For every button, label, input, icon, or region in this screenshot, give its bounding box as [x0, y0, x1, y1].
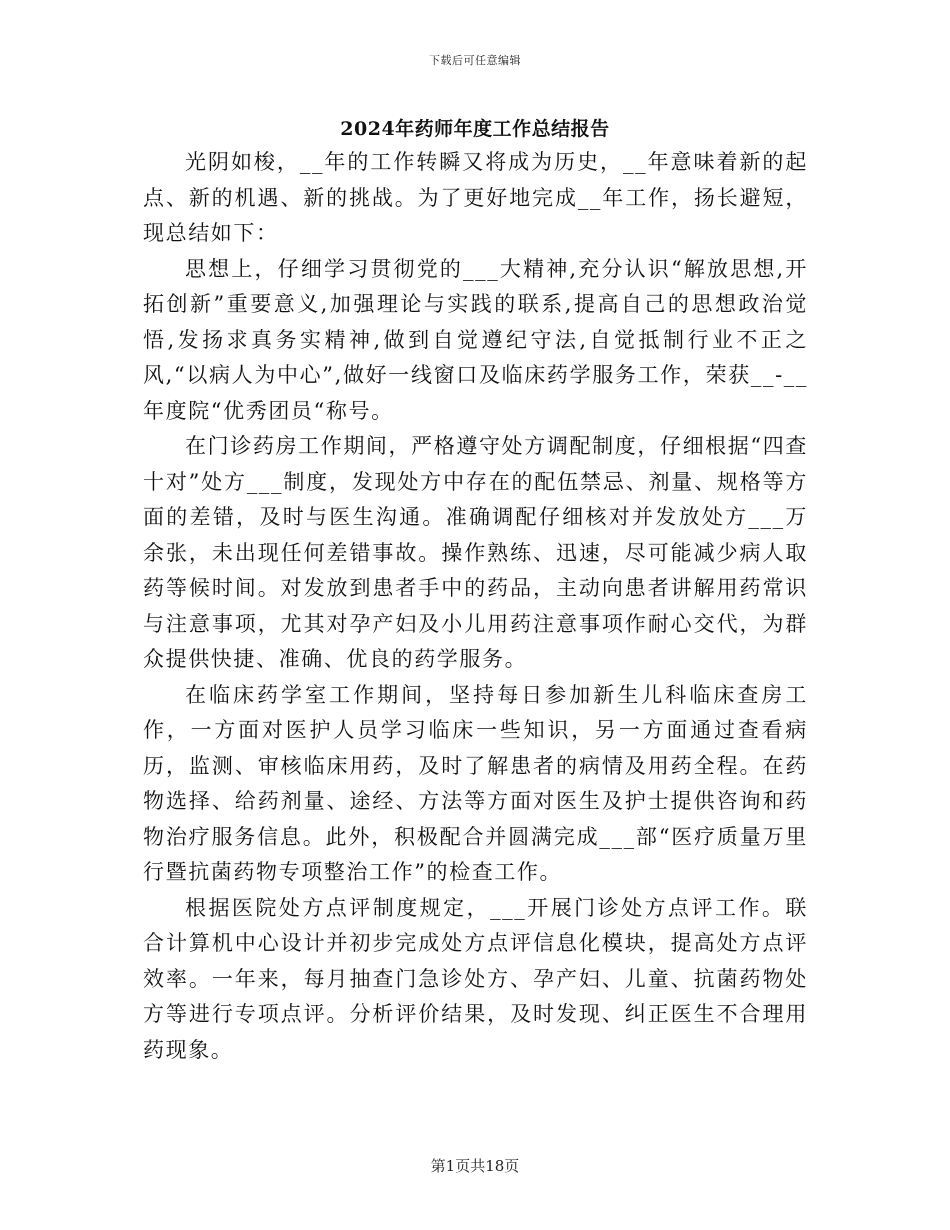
page-indicator: 第1页共18页: [430, 1157, 520, 1175]
document-title: 2024年药师年度工作总结报告: [340, 118, 610, 140]
paragraph-intro: 光阴如梭，__年的工作转瞬又将成为历史，__年意味着新的起点、新的机遇、新的挑战。为了更好地完成__年工作，扬长避短，现总结如下：: [143, 150, 808, 245]
paragraph-ideology: 思想上，仔细学习贯彻党的___大精神,充分认识“解放思想,开拓创新”重要意义,加强理论与实践的联系,提高自己的思想政治觉悟,发扬求真务实精神,做到自觉遵纪守法,自觉抵制行业不正之风,“以病人为中心”,做好一线窗口及临床药学服务工作，荣获__-__年度院“优秀团员“称号。: [143, 256, 808, 423]
paragraph-clinical-pharmacy: 在临床药学室工作期间，坚持每日参加新生儿科临床查房工作，一方面对医护人员学习临床一些知识，另一方面通过查看病历，监测、审核临床用药，及时了解患者的病情及用药全程。在药物选择、给药剂量、途经、方法等方面对医生及护士提供咨询和药物治疗服务信息。此外，积极配合并圆满完成___部“医疗质量万里行暨抗菌药物专项整治工作”的检查工作。: [143, 682, 808, 884]
paragraph-outpatient-pharmacy: 在门诊药房工作期间，严格遵守处方调配制度，仔细根据“四查十对”处方___制度，发现处方中存在的配伍禁忌、剂量、规格等方面的差错，及时与医生沟通。准确调配仔细核对并发放处方___万余张，未出现任何差错事故。操作熟练、迅速，尽可能减少病人取药等候时间。对发放到患者手中的药品，主动向患者讲解用药常识与注意事项，尤其对孕产妇及小儿用药注意事项作耐心交代，为群众提供快捷、准确、优良的药学服务。: [143, 434, 808, 671]
document-body: [143, 145, 808, 1068]
paragraph-prescription-review: 根据医院处方点评制度规定，___开展门诊处方点评工作。联合计算机中心设计并初步完成处方点评信息化模块，提高处方点评效率。一年来，每月抽查门急诊处方、孕产妇、儿童、抗菌药物处方等进行专项点评。分析评价结果，及时发现、纠正医生不合理用药现象。: [143, 895, 808, 1062]
header-note: 下载后可任意编辑: [429, 54, 521, 67]
